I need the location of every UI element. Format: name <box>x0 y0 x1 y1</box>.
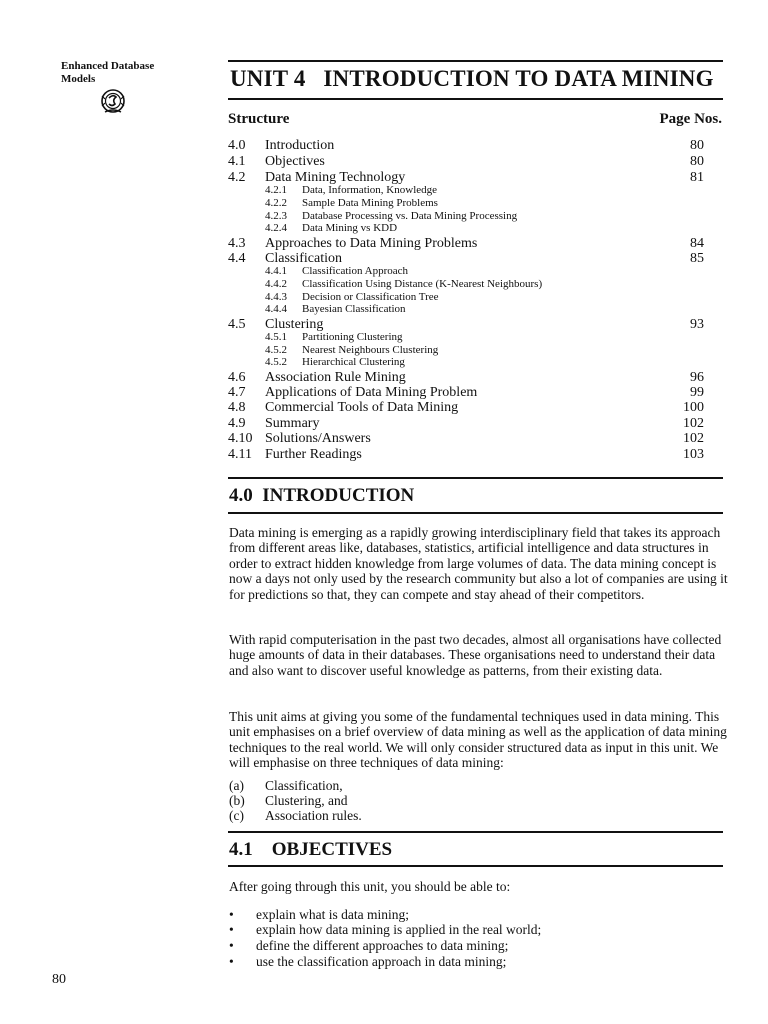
header-bottom-rule <box>228 98 723 100</box>
bullet-icon: • <box>229 907 234 922</box>
toc-number: 4.2.3 <box>265 210 287 222</box>
toc-number: 4.4.3 <box>265 291 287 303</box>
toc-number: 4.4.1 <box>265 265 287 277</box>
list-text: Clustering, and <box>265 793 348 808</box>
bullet-text: use the classification approach in data mining; <box>256 954 507 969</box>
toc-number: 4.4 <box>228 251 246 266</box>
list-label: (b) <box>229 793 245 808</box>
toc-title: Solutions/Answers <box>265 431 371 446</box>
course-title <box>61 60 181 86</box>
page-number: 80 <box>52 972 66 987</box>
toc-title: Data Mining Technology <box>265 170 406 185</box>
list-text: Association rules. <box>265 808 362 823</box>
toc-page: 100 <box>683 400 704 415</box>
toc-page: 102 <box>683 431 704 446</box>
toc-title: Classification Approach <box>302 265 409 277</box>
course-title-line2: Models <box>61 73 96 85</box>
toc-number: 4.1 <box>228 154 246 169</box>
toc-title: Further Readings <box>265 447 362 462</box>
structure-label: Structure <box>228 111 290 127</box>
toc-number: 4.5 <box>228 317 246 332</box>
toc-title: Applications of Data Mining Problem <box>265 385 478 400</box>
toc-number: 4.2.2 <box>265 197 287 209</box>
toc-page: 96 <box>690 370 704 385</box>
toc-title: Clustering <box>265 317 324 332</box>
section-bottom-rule <box>228 865 723 867</box>
bullet-text: explain what is data mining; <box>256 907 409 922</box>
toc-title: Decision or Classification Tree <box>302 291 439 303</box>
bullet-icon: • <box>229 922 234 937</box>
toc-title: Classification Using Distance (K-Nearest Neighbours) <box>302 278 543 290</box>
bullet-icon: • <box>229 954 234 969</box>
toc-number: 4.4.2 <box>265 278 287 290</box>
section-heading-introduction: 4.0 INTRODUCTION <box>229 485 415 506</box>
toc-page: 80 <box>690 138 704 153</box>
toc-title: Bayesian Classification <box>302 303 406 315</box>
section-bottom-rule <box>228 512 723 514</box>
toc-page: 99 <box>690 385 704 400</box>
toc-number: 4.10 <box>228 431 253 446</box>
toc-title: Database Processing vs. Data Mining Processing <box>302 210 518 222</box>
toc-number: 4.5.2 <box>265 344 287 356</box>
toc-number: 4.2 <box>228 170 246 185</box>
toc-number: 4.0 <box>228 138 246 153</box>
toc-page: 84 <box>690 236 704 251</box>
toc-title: Hierarchical Clustering <box>302 356 405 368</box>
toc-page: 81 <box>690 170 704 185</box>
toc-number: 4.9 <box>228 416 246 431</box>
toc-title: Data Mining vs KDD <box>302 222 398 234</box>
toc-page: 103 <box>683 447 704 462</box>
section-top-rule <box>228 831 723 833</box>
toc-title: Sample Data Mining Problems <box>302 197 438 209</box>
toc-number: 4.11 <box>228 447 252 462</box>
toc-title: Commercial Tools of Data Mining <box>265 400 459 415</box>
toc-title: Introduction <box>265 138 335 153</box>
toc-title: Summary <box>265 416 320 431</box>
list-text: Classification, <box>265 778 343 793</box>
toc-number: 4.6 <box>228 370 246 385</box>
intro-paragraph-1: Data mining is emerging as a rapidly growing interdisciplinary field that takes its approach from different areas like, databases, statistics, artificial intelligence and data structures in order to extract hidden knowledge from large volumes of data. The data mining concept is now a days not only used by the research community but also a lot of companies are using it for predictions so that, they can compete and stay ahead of their competitors. <box>229 525 728 602</box>
toc-title: Classification <box>265 251 342 266</box>
toc-page: 102 <box>683 416 704 431</box>
toc-page: 80 <box>690 154 704 169</box>
objectives-lead: After going through this unit, you should be able to: <box>229 879 511 894</box>
section-heading-objectives: 4.1 OBJECTIVES <box>229 839 393 860</box>
toc-title: Nearest Neighbours Clustering <box>302 344 439 356</box>
bullet-icon: • <box>229 938 234 953</box>
toc-number: 4.4.4 <box>265 303 287 315</box>
toc-number: 4.7 <box>228 385 246 400</box>
toc-title: Approaches to Data Mining Problems <box>265 236 478 251</box>
toc-title: Association Rule Mining <box>265 370 406 385</box>
section-top-rule <box>228 477 723 479</box>
toc-number: 4.5.2 <box>265 356 287 368</box>
bullet-text: define the different approaches to data mining; <box>256 938 509 953</box>
intro-paragraph-2: With rapid computerisation in the past two decades, almost all organisations have collected huge amounts of data in their databases. These organisations need to understand their data and also want to discover useful knowledge as patterns, from their existing data. <box>229 632 722 678</box>
toc-number: 4.2.1 <box>265 184 287 196</box>
toc-number: 4.3 <box>228 236 246 251</box>
header-top-rule <box>228 60 723 62</box>
intro-paragraph-3: This unit aims at giving you some of the fundamental techniques used in data mining. This unit emphasises on a brief overview of data mining as well as the application of data mining techniques to the real world. We will only consider structured data as input in this unit. We will emphasise on three techniques of data mining: <box>229 709 727 771</box>
toc-number: 4.2.4 <box>265 222 287 234</box>
toc-page: 93 <box>690 317 704 332</box>
list-label: (a) <box>229 778 244 793</box>
university-emblem-icon <box>99 87 127 115</box>
course-title-line1: Enhanced Database <box>61 60 155 72</box>
toc-number: 4.5.1 <box>265 331 287 343</box>
toc-title: Objectives <box>265 154 325 169</box>
toc-title: Data, Information, Knowledge <box>302 184 438 196</box>
structure-header <box>228 111 722 128</box>
toc-title: Partitioning Clustering <box>302 331 403 343</box>
unit-title: UNIT 4 INTRODUCTION TO DATA MINING <box>230 66 714 91</box>
toc-number: 4.8 <box>228 400 246 415</box>
list-label: (c) <box>229 808 244 823</box>
page-nos-label: Page Nos. <box>659 111 722 127</box>
toc-page: 85 <box>690 251 704 266</box>
bullet-text: explain how data mining is applied in the real world; <box>256 922 542 937</box>
